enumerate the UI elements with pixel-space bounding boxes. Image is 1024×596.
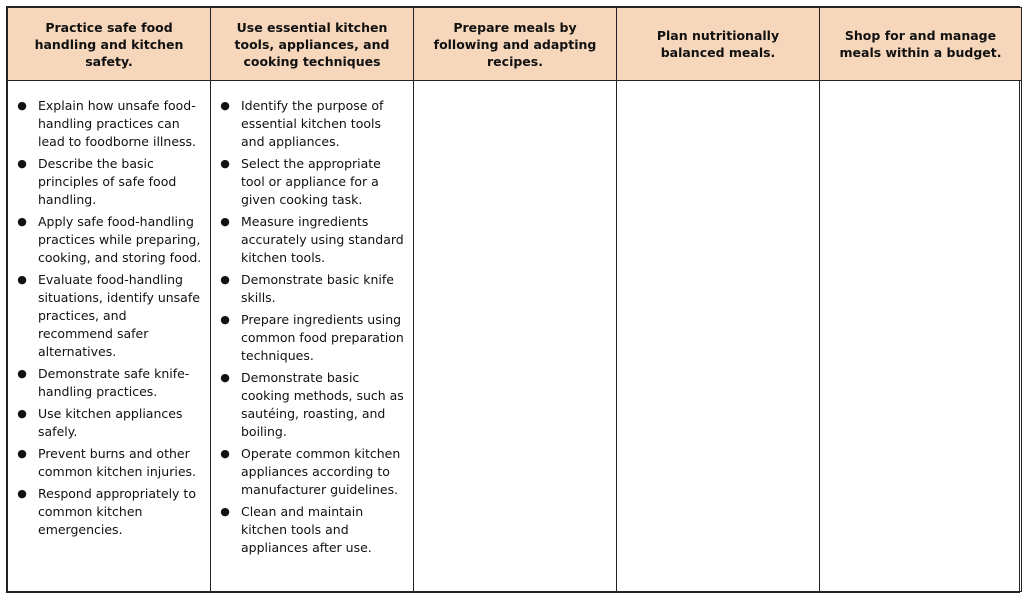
list-item: [219, 97, 407, 151]
list-item-text: Demonstrate basic knife skills.: [241, 272, 394, 305]
bullet-icon: ●: [17, 407, 27, 420]
list-item-text: Measure ingredients accurately using standard kitchen tools.: [241, 214, 404, 265]
bullet-icon: ●: [220, 313, 230, 326]
list-item-text: Operate common kitchen appliances according to manufacturer guidelines.: [241, 446, 401, 497]
list-item: [16, 485, 204, 539]
column-header-kitchen-tools: Use essential kitchen tools, appliances, and cooking techniques: [211, 8, 414, 81]
list-item: [16, 405, 204, 441]
list-item: [219, 445, 407, 499]
list-item-text: Demonstrate safe knife-handling practices.: [38, 366, 190, 399]
column-header-meal-planning: Plan nutritionally balanced meals.: [617, 8, 820, 81]
list-item-text: Identify the purpose of essential kitchen tools and appliances.: [241, 98, 384, 149]
list-item: [16, 271, 204, 361]
cell-food-safety: [8, 81, 211, 592]
bullet-icon: ●: [17, 447, 27, 460]
list-item-text: Use kitchen appliances safely.: [38, 406, 183, 439]
list-item-text: Respond appropriately to common kitchen emergencies.: [38, 486, 196, 537]
list-item-text: Describe the basic principles of safe food handling.: [38, 156, 177, 207]
list-item-text: Evaluate food-handling situations, identify unsafe practices, and recommend safer alternatives.: [38, 272, 200, 359]
bullet-icon: ●: [17, 215, 27, 228]
bullet-icon: ●: [220, 215, 230, 228]
list-item: [16, 213, 204, 267]
list-item: [219, 369, 407, 441]
cell-budget: [820, 81, 1022, 592]
curriculum-table: [7, 7, 1022, 592]
list-item-text: Demonstrate basic cooking methods, such as sautéing, roasting, and boiling.: [241, 370, 404, 439]
content-row: [8, 81, 1022, 592]
bullet-icon: ●: [220, 371, 230, 384]
bullet-icon: ●: [17, 157, 27, 170]
list-item-text: Prevent burns and other common kitchen injuries.: [38, 446, 196, 479]
curriculum-table-container: [6, 6, 1020, 593]
cell-kitchen-tools: [211, 81, 414, 592]
column-header-food-safety: Practice safe food handling and kitchen safety.: [8, 8, 211, 81]
column-header-recipes: Prepare meals by following and adapting recipes.: [414, 8, 617, 81]
list-item: [16, 445, 204, 481]
column-header-budget: Shop for and manage meals within a budget.: [820, 8, 1022, 81]
list-item-text: Select the appropriate tool or appliance for a given cooking task.: [241, 156, 381, 207]
list-item: [219, 155, 407, 209]
list-item: [16, 97, 204, 151]
bullet-icon: ●: [17, 99, 27, 112]
cell-meal-planning: [617, 81, 820, 592]
list-item-text: Explain how unsafe food-handling practices can lead to foodborne illness.: [38, 98, 197, 149]
list-item-text: Prepare ingredients using common food preparation techniques.: [241, 312, 404, 363]
food-safety-list: [16, 97, 204, 539]
bullet-icon: ●: [220, 505, 230, 518]
list-item: [16, 155, 204, 209]
bullet-icon: ●: [17, 367, 27, 380]
header-row: [8, 8, 1022, 81]
list-item: [219, 271, 407, 307]
bullet-icon: ●: [17, 273, 27, 286]
list-item-text: Clean and maintain kitchen tools and appliances after use.: [241, 504, 372, 555]
list-item: [219, 213, 407, 267]
list-item: [219, 311, 407, 365]
cell-recipes: [414, 81, 617, 592]
bullet-icon: ●: [220, 273, 230, 286]
kitchen-tools-list: [219, 97, 407, 557]
list-item: [16, 365, 204, 401]
bullet-icon: ●: [220, 157, 230, 170]
list-item-text: Apply safe food-handling practices while preparing, cooking, and storing food.: [38, 214, 202, 265]
bullet-icon: ●: [220, 99, 230, 112]
bullet-icon: ●: [17, 487, 27, 500]
list-item: [219, 503, 407, 557]
bullet-icon: ●: [220, 447, 230, 460]
